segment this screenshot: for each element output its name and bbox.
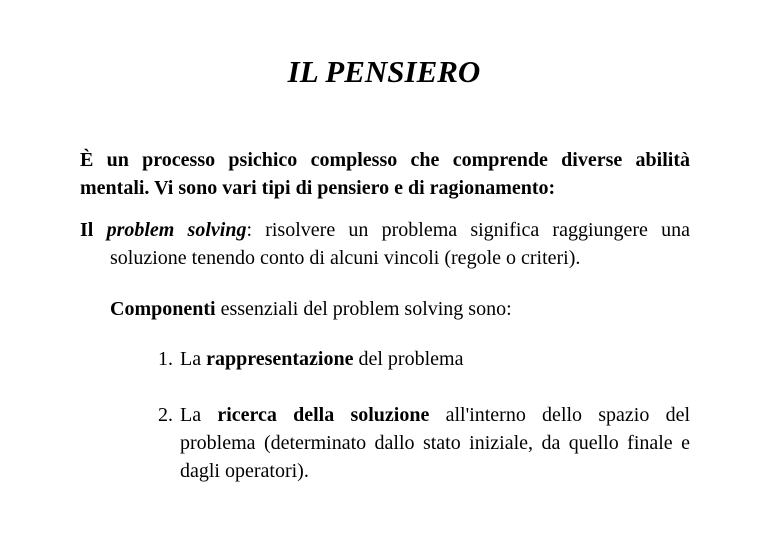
- list-item-bold: rappresentazione: [206, 348, 354, 370]
- components-list: [158, 345, 690, 485]
- list-item-bold: ricerca della soluzione: [217, 404, 430, 426]
- slide-title: IL PENSIERO: [287, 54, 481, 89]
- list-item-number: 1.: [158, 348, 173, 370]
- list-item-prefix: La: [180, 404, 218, 426]
- list-item: [158, 345, 690, 373]
- problem-solving-lead: Il: [80, 219, 94, 241]
- list-item-suffix: del problema: [353, 348, 464, 370]
- components-text: essenziali del problem solving sono:: [215, 298, 512, 320]
- problem-solving-definition: : risolvere un problema significa raggiungere una soluzione tenendo conto di alcuni vincoli (regole o criteri).: [110, 219, 691, 269]
- list-item-number: 2.: [158, 404, 173, 426]
- intro-paragraph: È un processo psichico complesso che comprende diverse abilità mentali. Vi sono vari tipi di pensiero e di ragionamento:: [80, 149, 690, 199]
- list-item-suffix: all'interno dello spazio del problema (determinato dallo stato iniziale, da quello finale e dagli operatori).: [180, 404, 691, 482]
- problem-solving-paragraph: [80, 216, 690, 272]
- list-item: [158, 401, 690, 485]
- components-lead: Componenti: [110, 298, 216, 320]
- problem-solving-term: problem solving: [106, 219, 247, 241]
- list-item-prefix: La: [180, 348, 207, 370]
- components-paragraph: [110, 295, 690, 323]
